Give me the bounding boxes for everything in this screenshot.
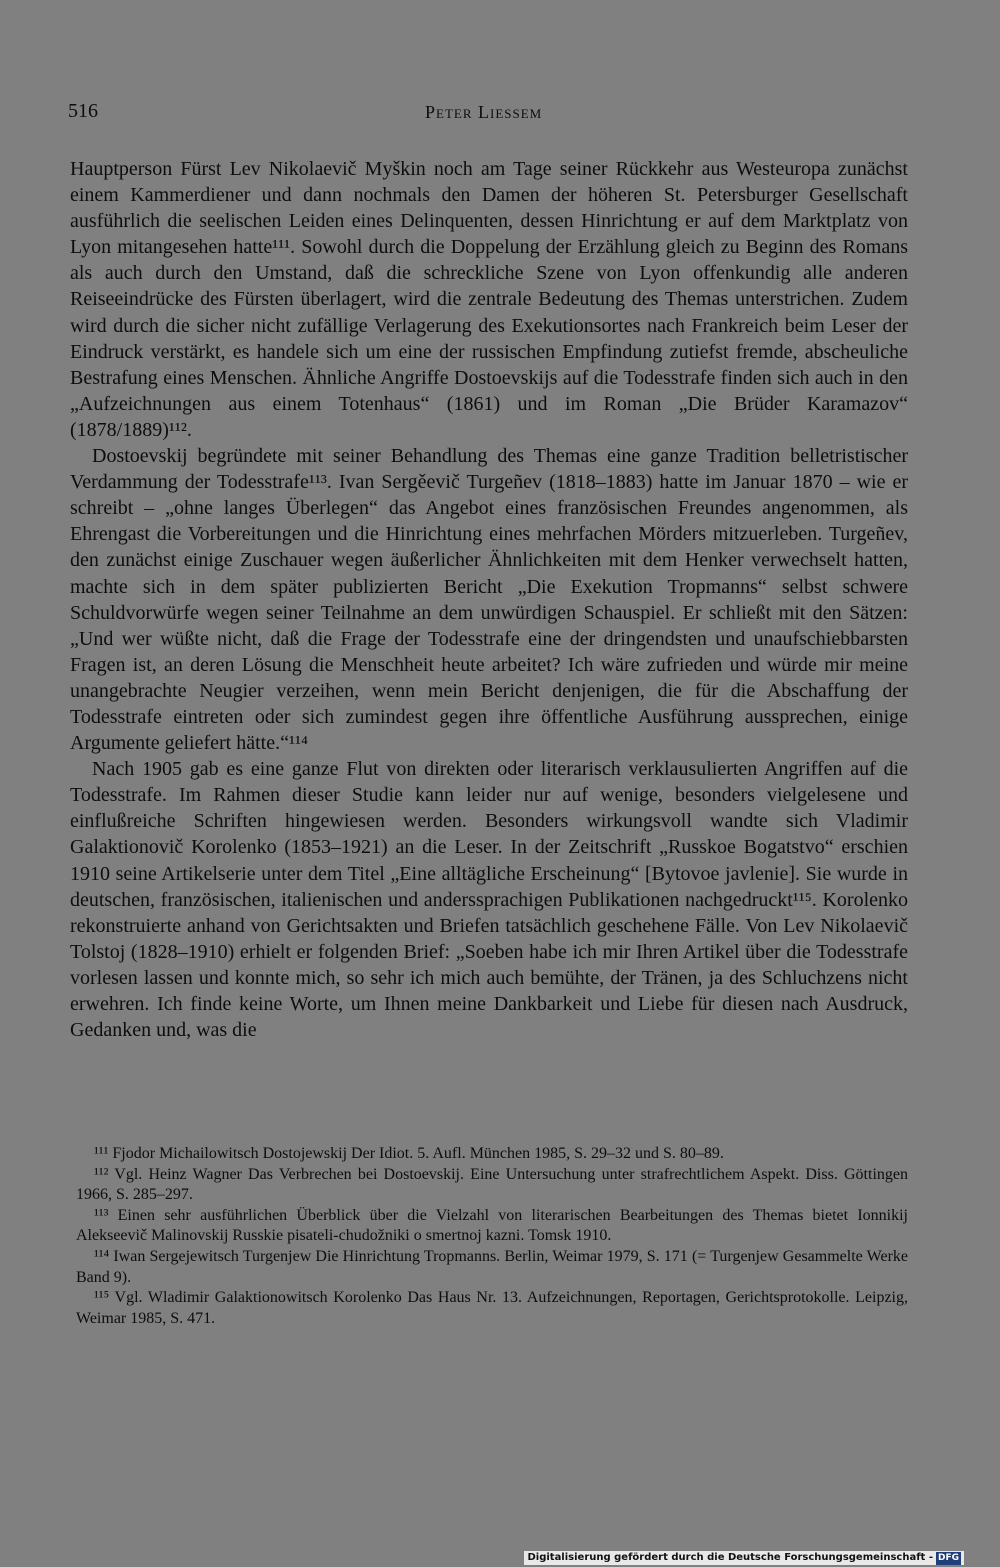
footnote-112: ¹¹² Vgl. Heinz Wagner Das Verbrechen bei Dostoevskij. Eine Untersuchung unter strafrechtlichem Aspekt. Diss. Göttingen 1966, S. 285–297. bbox=[76, 1165, 908, 1204]
funding-footer bbox=[524, 1551, 964, 1565]
paragraph: Dostoevskij begründete mit seiner Behandlung des Themas eine ganze Tradition belletristischer Verdammung der Todesstrafe¹¹³. Ivan Sergěevič Turgeñev (1818–1883) hatte im Januar 1870 – wie er schreibt – „ohne langes Überlegen“ das Angebot eines französischen Freundes angenommen, als Ehrengast die Vorbereitungen und die Hinrichtung eines mehrfachen Mörders mitzuerleben. Turgeñev, den zunächst einige Zuschauer wegen äußerlicher Ähnlichkeiten mit dem Henker verwechselt hatten, machte sich in dem später publizierten Bericht „Die Exekution Tropmanns“ selbst schwere Schuldvorwürfe wegen seiner Teilnahme an dem unwürdigen Schauspiel. Er schließt mit den Sätzen: „Und wer wüßte nicht, daß die Frage der Todesstrafe eine der dringendsten und unaufschiebbarsten Fragen ist, an deren Lösung die Menschheit heute arbeitet? Ich wäre zufrieden und würde mir meine unangebrachte Neugier verzeihen, wenn mein Bericht denjenigen, die für die Abschaffung der Todesstrafe eintreten oder sich zumindest gegen ihre öffentliche Ausführung aussprechen, einige Argumente geliefert hätte.“¹¹⁴ bbox=[70, 445, 908, 755]
footnote-113: ¹¹³ Einen sehr ausführlichen Überblick über die Vielzahl von literarischen Bearbeitungen des Themas bietet Ionnikij Alekseevič Malinovskij Russkie pisateli-chudožniki o smertnoj kazni. Tomsk 1910. bbox=[76, 1206, 908, 1245]
paragraph: Nach 1905 gab es eine ganze Flut von direkten oder literarisch verklausulierten Angriffen auf die Todesstrafe. Im Rahmen dieser Studie kann leider nur auf wenige, besonders vielgelesene und einflußreiche Schriften hingewiesen werden. Besonders wirkungsvoll wandte sich Vladimir Galaktionovič Korolenko (1853–1921) an die Leser. In der Zeitschrift „Russkoe Bogatstvo“ erschien 1910 seine Artikelserie unter dem Titel „Eine alltägliche Erscheinung“ [Bytovoe javlenie]. Sie wurde in deutschen, französischen, italienischen und anderssprachigen Publikationen nachgedruckt¹¹⁵. Korolenko rekonstruierte anhand von Gerichtsakten und Briefen tatsächlich geschehene Fälle. Von Lev Nikolaevič Tolstoj (1828–1910) erhielt er folgenden Brief: „Soeben habe ich mir Ihren Artikel über die Todesstrafe vorlesen lassen und konnte mich, so sehr ich mich auch bemühte, der Tränen, ja des Schluchzens nicht erwehren. Ich finde keine Worte, um Ihnen meine Dankbarkeit und Liebe für diesen nach Ausdruck, Gedanken und, was die bbox=[70, 758, 908, 1042]
footnote-114: ¹¹⁴ Iwan Sergejewitsch Turgenjew Die Hinrichtung Tropmanns. Berlin, Weimar 1979, S. 171 (= Turgenjew Gesammelte Werke Band 9). bbox=[76, 1247, 908, 1286]
paragraph: Hauptperson Fürst Lev Nikolaevič Myškin noch am Tage seiner Rückkehr aus Westeuropa zunächst einem Kammerdiener und dann nochmals den Damen der höheren St. Petersburger Gesellschaft ausführlich die seelischen Leiden eines Delinquenten, dessen Hinrichtung er auf dem Marktplatz von Lyon mitangesehen hatte¹¹¹. Sowohl durch die Doppelung der Erzählung gleich zu Beginn des Romans als auch durch den Umstand, daß die schreckliche Szene von Lyon offenkundig alle anderen Reiseeindrücke des Fürsten überlagert, wird die zentrale Bedeutung des Themas unterstrichen. Zudem wird durch die sicher nicht zufällige Verlagerung des Exekutionsortes nach Frankreich beim Leser der Eindruck verstärkt, es handele sich um eine der russischen Empfindung zutiefst fremde, abscheuliche Bestrafung eines Menschen. Ähnliche Angriffe Dostoevskijs auf die Todesstrafe finden sich auch in den „Aufzeichnungen aus einem Totenhaus“ (1861) und im Roman „Die Brüder Karamazov“ (1878/1889)¹¹². bbox=[70, 158, 908, 441]
funding-text: Digitalisierung gefördert durch die Deutsche Forschungsgemeinschaft - bbox=[527, 1552, 933, 1563]
footnote-115: ¹¹⁵ Vgl. Wladimir Galaktionowitsch Korolenko Das Haus Nr. 13. Aufzeichnungen, Reportagen, Gerichtsprotokolle. Leipzig, Weimar 1985, S. 471. bbox=[76, 1289, 908, 1327]
footnote-111: ¹¹¹ Fjodor Michailowitsch Dostojewskij Der Idiot. 5. Aufl. München 1985, S. 29–32 und S. 80–89. bbox=[94, 1145, 724, 1162]
body-text bbox=[70, 156, 908, 1043]
dfg-logo: DFG bbox=[937, 1553, 959, 1563]
page-number: 516 bbox=[68, 100, 98, 122]
footnotes bbox=[76, 1144, 908, 1329]
running-head: Peter Liessem bbox=[425, 102, 543, 122]
